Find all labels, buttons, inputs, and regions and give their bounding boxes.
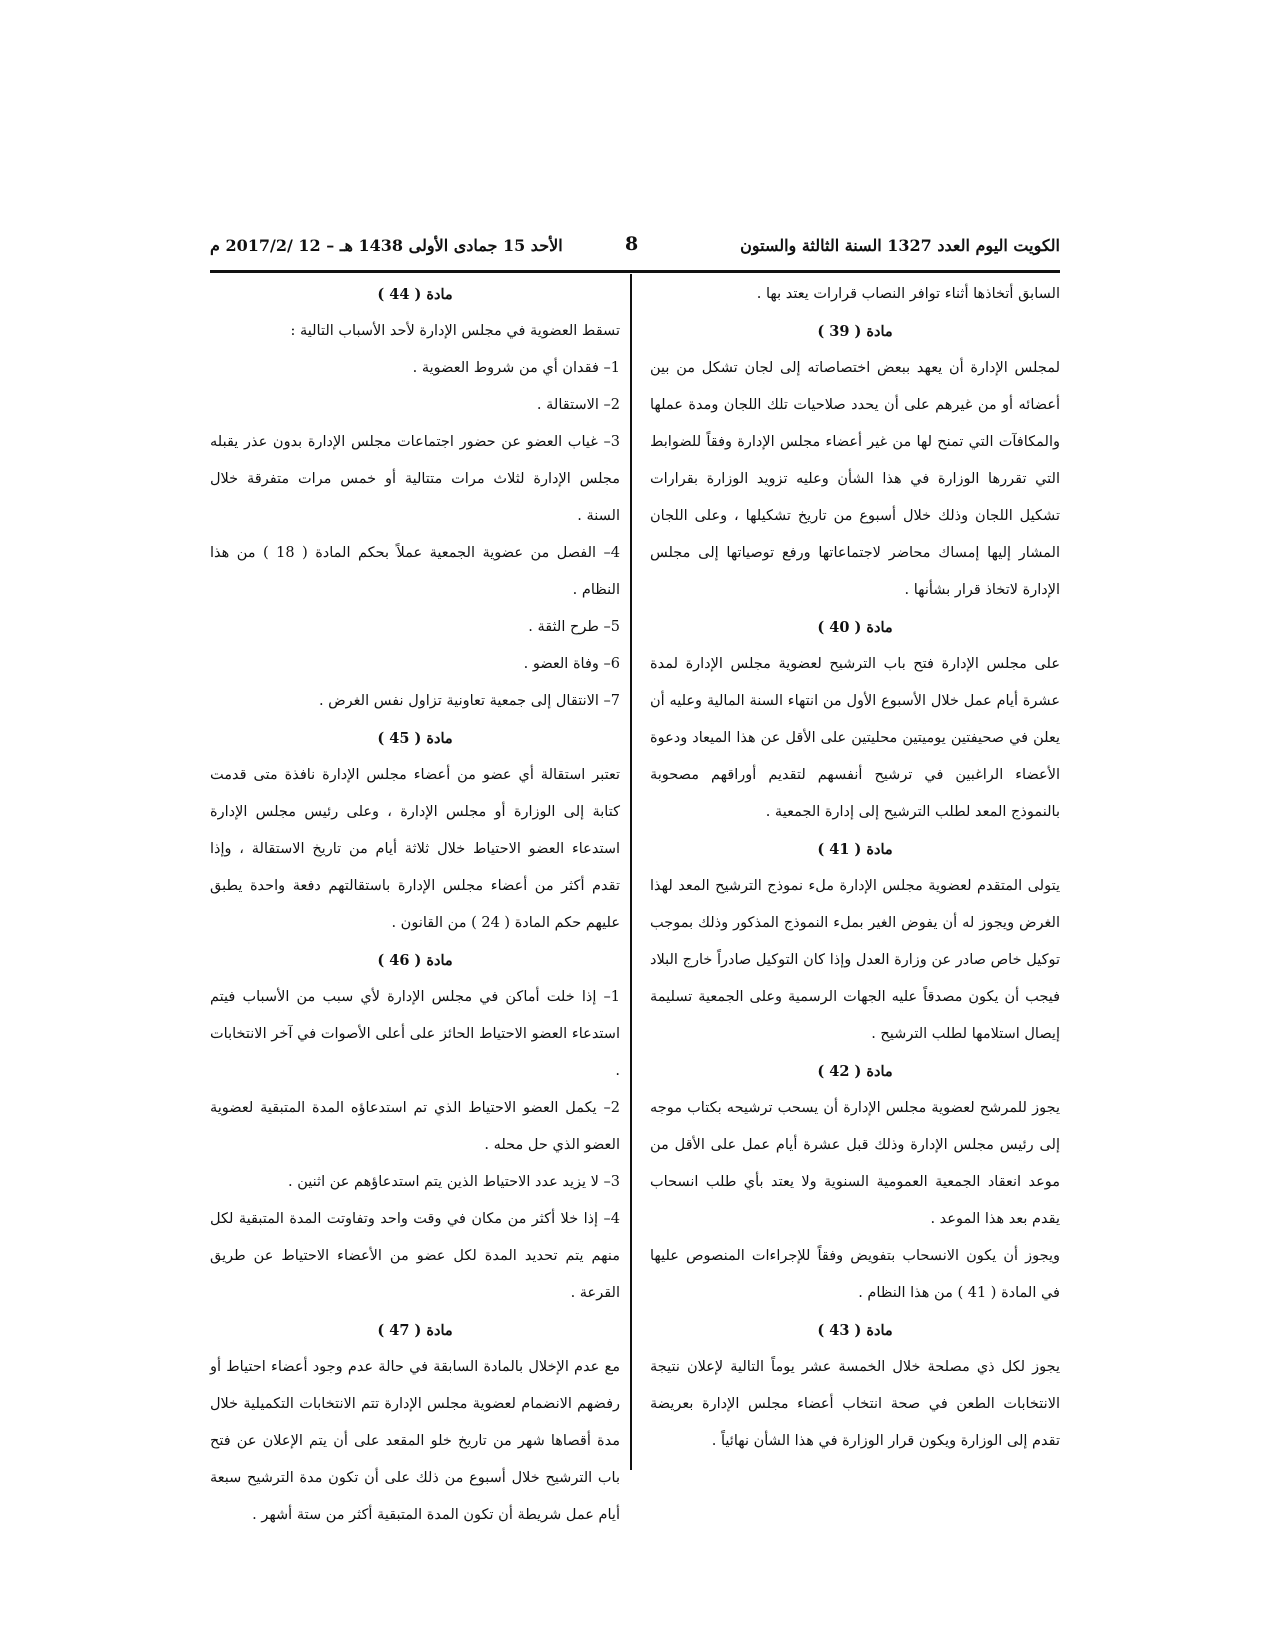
left-list-item: 4– الفصل من عضوية الجمعية عملاً بحكم المادة ( 18 ) من هذا النظام .	[210, 545, 620, 598]
right-paragraph: ويجوز أن يكون الانسحاب بتفويض وفقاً للإجراءات المنصوص عليها في المادة ( 41 ) من هذا النظام .	[650, 1248, 1060, 1301]
left-article-heading: مادة ( 47 )	[377, 1322, 453, 1339]
left-article-heading: مادة ( 45 )	[377, 730, 453, 747]
right-paragraph: يجوز لكل ذي مصلحة خلال الخمسة عشر يوماً التالية لإعلان نتيجة الانتخابات الطعن في صحة انتخاب أعضاء مجلس الإدارة بعريضة تقدم إلى الوزارة ويكون قرار الوزارة في هذا الشأن نهائياً .	[650, 1359, 1060, 1449]
left-paragraph: تسقط العضوية في مجلس الإدارة لأحد الأسباب التالية :	[290, 323, 620, 339]
page-number: 8	[625, 233, 639, 255]
right-paragraph: على مجلس الإدارة فتح باب الترشيح لعضوية مجلس الإدارة لمدة عشرة أيام عمل خلال الأسبوع الأول من انتهاء السنة المالية وعليه أن يعلن في صحيفتين يوميتين محليتين على الأقل عن هذا الميعاد ودعوة الأعضاء الراغبين في ترشيح أنفسهم لتقديم أوراقهم مصحوبة بالنموذج المعد لطلب الترشيح إلى إدارة الجمعية .	[650, 656, 1060, 820]
left-list-item: 1– فقدان أي من شروط العضوية .	[412, 360, 620, 376]
left-list-item: 3– لا يزيد عدد الاحتياط الذين يتم استدعاؤهم عن اثنين .	[288, 1174, 620, 1190]
right-article-heading: مادة ( 40 )	[817, 619, 893, 636]
right-article-heading: مادة ( 41 )	[817, 841, 893, 858]
right-paragraph: لمجلس الإدارة أن يعهد ببعض اختصاصاته إلى لجان تشكل من بين أعضائه أو من غيرهم على أن يحدد صلاحيات تلك اللجان ومدة عملها والمكافآت التي تمنح لها من غير أعضاء مجلس الإدارة وفقاً للضوابط التي تقررها الوزارة في هذا الشأن وعليه تزويد الوزارة بقرارات تشكيل اللجان وذلك خلال أسبوع من تاريخ تشكيلها ، وعلى اللجان المشار إليها إمساك محاضر لاجتماعاتها ورفع توصياتها إلى مجلس الإدارة لاتخاذ قرار بشأنها .	[650, 360, 1060, 598]
column-divider	[630, 274, 632, 1470]
left-article-heading: مادة ( 44 )	[377, 286, 453, 303]
left-list-item: 1– إذا خلت أماكن في مجلس الإدارة لأي سبب من الأسباب فيتم استدعاء العضو الاحتياط الحائز على أعلى الأصوات في آخر الانتخابات .	[210, 989, 620, 1079]
right-article-heading: مادة ( 42 )	[817, 1063, 893, 1080]
left-list-item: 2– يكمل العضو الاحتياط الذي تم استدعاؤه المدة المتبقية لعضوية العضو الذي حل محله .	[210, 1100, 620, 1153]
issue-date: الأحد 15 جمادى الأولى 1438 هـ – 12 /2017/2 م	[210, 236, 563, 255]
left-list-item: 2– الاستقالة .	[536, 397, 620, 413]
right-paragraph: يتولى المتقدم لعضوية مجلس الإدارة ملء نموذج الترشيح المعد لهذا الغرض ويجوز له أن يفوض الغير بملء النموذج المذكور وذلك بموجب توكيل خاص صادر عن وزارة العدل وإذا كان التوكيل صادراً خارج البلاد فيجب أن يكون مصدقاً عليه الجهات الرسمية وعلى الجمعية تسليمة إيصال استلامها لطلب الترشيح .	[650, 878, 1060, 1042]
right-column	[650, 276, 1060, 1460]
right-paragraph: السابق أتخاذها أثناء توافر النصاب قرارات يعتد بها .	[756, 286, 1060, 302]
gazette-title: الكويت اليوم العدد 1327 السنة الثالثة والستون	[740, 236, 1060, 255]
left-list-item: 7– الانتقال إلى جمعية تعاونية تزاول نفس الغرض .	[318, 693, 620, 709]
left-list-item: 3– غياب العضو عن حضور اجتماعات مجلس الإدارة بدون عذر يقبله مجلس الإدارة لثلاث مرات متتالية أو خمس مرات متفرقة خلال السنة .	[210, 434, 620, 524]
left-column	[210, 276, 620, 1534]
left-paragraph: تعتبر استقالة أي عضو من أعضاء مجلس الإدارة نافذة متى قدمت كتابة إلى الوزارة أو مجلس الإدارة ، وعلى رئيس مجلس الإدارة استدعاء العضو الاحتياط خلال ثلاثة أيام من تاريخ الاستقالة ، وإذا تقدم أكثر من أعضاء مجلس الإدارة باستقالتهم دفعة واحدة يطبق عليهم حكم المادة ( 24 ) من القانون .	[210, 767, 620, 931]
page-header	[210, 233, 1060, 273]
left-article-heading: مادة ( 46 )	[377, 952, 453, 969]
left-list-item: 4– إذا خلا أكثر من مكان في وقت واحد وتفاوتت المدة المتبقية لكل منهم يتم تحديد المدة لكل عضو من الأعضاء الاحتياط عن طريق القرعة .	[210, 1211, 620, 1301]
left-list-item: 5– طرح الثقة .	[528, 619, 620, 635]
right-article-heading: مادة ( 39 )	[817, 323, 893, 340]
right-article-heading: مادة ( 43 )	[817, 1322, 893, 1339]
left-paragraph: مع عدم الإخلال بالمادة السابقة في حالة عدم وجود أعضاء احتياط أو رفضهم الانضمام لعضوية مجلس الإدارة تتم الانتخابات التكميلية خلال مدة أقصاها شهر من تاريخ خلو المقعد على أن يتم الإعلان عن فتح باب الترشيح خلال أسبوع من ذلك على أن تكون مدة الترشيح سبعة أيام عمل شريطة أن تكون المدة المتبقية أكثر من ستة أشهر .	[210, 1359, 620, 1523]
left-list-item: 6– وفاة العضو .	[523, 656, 620, 672]
right-paragraph: يجوز للمرشح لعضوية مجلس الإدارة أن يسحب ترشيحه بكتاب موجه إلى رئيس مجلس الإدارة وذلك قبل عشرة أيام عمل على الأقل من موعد انعقاد الجمعية العمومية السنوية ولا يعتد بأي طلب انسحاب يقدم بعد هذا الموعد .	[650, 1100, 1060, 1227]
